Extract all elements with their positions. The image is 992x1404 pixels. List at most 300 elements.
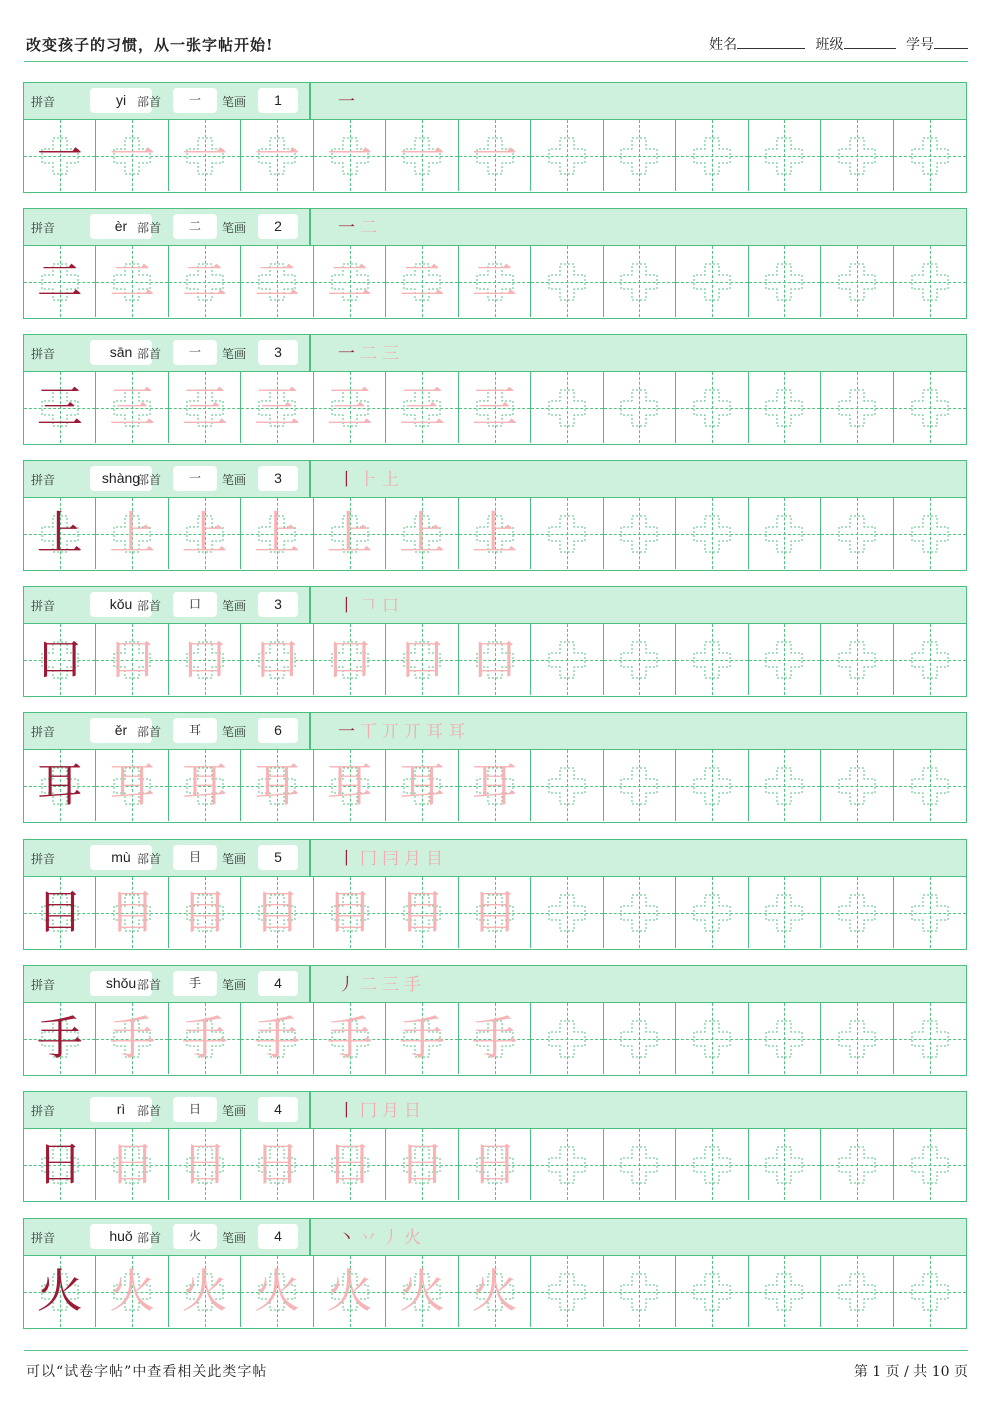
blank-cell[interactable]: [531, 1003, 603, 1074]
cross-guide-icon: [547, 1145, 587, 1185]
stroke-order: [338, 87, 360, 117]
practice-grid: [24, 1129, 966, 1200]
blank-cell[interactable]: [894, 246, 966, 317]
trace-cell: [96, 246, 168, 317]
page-slogan: 改变孩子的习惯，从一张字帖开始!: [26, 36, 274, 54]
model-cell: [24, 1129, 96, 1200]
strokes-value: 2: [258, 214, 298, 239]
char-block: [23, 586, 967, 697]
cross-guide-icon: [692, 640, 732, 680]
blank-cell[interactable]: [531, 498, 603, 569]
trace-cell: [459, 498, 531, 569]
radical-label: 部首: [137, 95, 162, 109]
trace-cell: [241, 1129, 313, 1200]
stroke-step: 丿: [338, 975, 355, 995]
trace-char: 日: [471, 1137, 518, 1191]
blank-cell[interactable]: [531, 1129, 603, 1200]
cross-guide-icon: [910, 1019, 950, 1059]
blank-cell[interactable]: [821, 120, 893, 191]
trace-char: 一: [109, 128, 156, 182]
pinyin-value: èr: [90, 214, 152, 239]
trace-char: 火: [399, 1264, 446, 1318]
info-divider: [309, 587, 311, 624]
blank-cell[interactable]: [821, 1129, 893, 1200]
number-blank[interactable]: [934, 35, 968, 49]
cross-guide-icon: [764, 1019, 804, 1059]
blank-cell[interactable]: [676, 877, 748, 948]
name-label: 姓名: [709, 37, 738, 53]
radical-label: 部首: [137, 347, 162, 361]
trace-char: 三: [399, 380, 446, 434]
cross-guide-icon: [764, 640, 804, 680]
char-info-bar: [24, 966, 966, 1003]
trace-cell: [169, 246, 241, 317]
stroke-step: 丿: [382, 1228, 399, 1248]
trace-cell: [241, 120, 313, 191]
blank-cell[interactable]: [749, 877, 821, 948]
trace-char: 三: [471, 380, 518, 434]
stroke-step: 二: [360, 218, 377, 238]
radical-value: 火: [173, 1224, 217, 1249]
pinyin-label: 拼音: [31, 978, 56, 992]
pinyin-label: 拼音: [31, 473, 56, 487]
blank-cell[interactable]: [604, 498, 676, 569]
blank-cell[interactable]: [821, 1003, 893, 1074]
blank-cell[interactable]: [676, 120, 748, 191]
model-char: 耳: [36, 758, 83, 812]
stroke-step: 一: [338, 92, 355, 112]
cross-guide-icon: [619, 766, 659, 806]
char-block: [23, 839, 967, 950]
cross-guide-icon: [837, 514, 877, 554]
blank-cell[interactable]: [894, 120, 966, 191]
blank-cell[interactable]: [749, 120, 821, 191]
char-block: [23, 1091, 967, 1202]
cross-guide-icon: [547, 893, 587, 933]
strokes-label: 笔画: [222, 978, 247, 992]
char-info-bar: [24, 713, 966, 750]
stroke-order: [338, 213, 382, 243]
name-blank[interactable]: [737, 35, 805, 49]
stroke-step: 月: [404, 849, 421, 869]
strokes-value: 3: [258, 592, 298, 617]
trace-cell: [386, 877, 458, 948]
blank-cell[interactable]: [894, 1129, 966, 1200]
cross-guide-icon: [692, 262, 732, 302]
trace-char: 耳: [326, 758, 373, 812]
cross-guide-icon: [619, 640, 659, 680]
stroke-order: [338, 1096, 426, 1126]
practice-grid: [24, 498, 966, 569]
blank-cell[interactable]: [604, 246, 676, 317]
trace-char: 二: [254, 254, 301, 308]
trace-char: 一: [181, 128, 228, 182]
trace-char: 日: [181, 1137, 228, 1191]
stroke-order: [338, 591, 404, 621]
trace-cell: [241, 372, 313, 443]
cross-guide-icon: [547, 766, 587, 806]
radical-value: 耳: [173, 718, 217, 743]
trace-cell: [169, 750, 241, 821]
trace-cell: [314, 246, 386, 317]
cross-guide-icon: [837, 136, 877, 176]
trace-cell: [169, 1129, 241, 1200]
trace-cell: [241, 624, 313, 695]
stroke-step: 耳: [448, 722, 465, 742]
strokes-value: 4: [258, 1224, 298, 1249]
trace-cell: [169, 498, 241, 569]
trace-char: 口: [254, 632, 301, 686]
trace-char: 口: [109, 632, 156, 686]
blank-cell[interactable]: [894, 877, 966, 948]
blank-cell[interactable]: [749, 246, 821, 317]
trace-char: 一: [471, 128, 518, 182]
trace-char: 目: [471, 885, 518, 939]
trace-char: 口: [399, 632, 446, 686]
stroke-step: 冃: [382, 849, 399, 869]
trace-cell: [96, 120, 168, 191]
trace-cell: [241, 498, 313, 569]
model-char: 日: [36, 1137, 83, 1191]
cross-guide-icon: [764, 262, 804, 302]
trace-char: 耳: [399, 758, 446, 812]
practice-grid: [24, 120, 966, 191]
pinyin-label: 拼音: [31, 852, 56, 866]
blank-cell[interactable]: [531, 372, 603, 443]
stroke-step: 口: [382, 596, 399, 616]
radical-value: 目: [173, 845, 217, 870]
stroke-step: 二: [360, 344, 377, 364]
trace-cell: [459, 1256, 531, 1327]
blank-cell[interactable]: [821, 877, 893, 948]
practice-grid: [24, 750, 966, 821]
radical-label: 部首: [137, 978, 162, 992]
strokes-value: 4: [258, 1097, 298, 1122]
cross-guide-icon: [764, 766, 804, 806]
model-cell: [24, 120, 96, 191]
trace-cell: [386, 498, 458, 569]
trace-cell: [241, 877, 313, 948]
pinyin-value: huǒ: [90, 1224, 152, 1249]
model-cell: [24, 750, 96, 821]
blank-cell[interactable]: [821, 750, 893, 821]
blank-cell[interactable]: [894, 624, 966, 695]
cross-guide-icon: [837, 1145, 877, 1185]
trace-char: 耳: [254, 758, 301, 812]
trace-char: 二: [109, 254, 156, 308]
cross-guide-icon: [619, 514, 659, 554]
stroke-step: 丌: [382, 722, 399, 742]
blank-cell[interactable]: [604, 624, 676, 695]
trace-char: 口: [181, 632, 228, 686]
cross-guide-icon: [837, 388, 877, 428]
strokes-value: 4: [258, 971, 298, 996]
strokes-label: 笔画: [222, 221, 247, 235]
cross-guide-icon: [837, 1019, 877, 1059]
radical-label: 部首: [137, 725, 162, 739]
trace-char: 二: [181, 254, 228, 308]
radical-value: 一: [173, 88, 217, 113]
blank-cell[interactable]: [894, 498, 966, 569]
pinyin-label: 拼音: [31, 725, 56, 739]
blank-cell[interactable]: [604, 372, 676, 443]
blank-cell[interactable]: [749, 624, 821, 695]
trace-cell: [314, 624, 386, 695]
trace-char: 上: [399, 506, 446, 560]
page-header: [24, 30, 968, 62]
trace-char: 手: [471, 1011, 518, 1065]
trace-cell: [169, 120, 241, 191]
pinyin-value: sān: [90, 340, 152, 365]
cross-guide-icon: [547, 262, 587, 302]
trace-char: 三: [326, 380, 373, 434]
trace-cell: [314, 750, 386, 821]
model-char: 目: [36, 885, 83, 939]
blank-cell[interactable]: [749, 372, 821, 443]
cross-guide-icon: [692, 1145, 732, 1185]
cross-guide-icon: [547, 640, 587, 680]
pinyin-label: 拼音: [31, 347, 56, 361]
blank-cell[interactable]: [676, 1003, 748, 1074]
blank-cell[interactable]: [604, 750, 676, 821]
blank-cell[interactable]: [531, 1256, 603, 1327]
info-divider: [309, 83, 311, 120]
cross-guide-icon: [910, 388, 950, 428]
char-block: [23, 460, 967, 571]
cross-guide-icon: [619, 1145, 659, 1185]
trace-char: 上: [181, 506, 228, 560]
cross-guide-icon: [547, 514, 587, 554]
stroke-order: [338, 717, 470, 747]
blank-cell[interactable]: [894, 1256, 966, 1327]
char-info-bar: [24, 209, 966, 246]
blank-cell[interactable]: [894, 372, 966, 443]
stroke-step: 冂: [360, 1101, 377, 1121]
stroke-step: 丨: [338, 1101, 355, 1121]
trace-cell: [459, 877, 531, 948]
cross-guide-icon: [837, 262, 877, 302]
info-divider: [309, 966, 311, 1003]
trace-char: 日: [254, 1137, 301, 1191]
cross-guide-icon: [692, 514, 732, 554]
stroke-step: 火: [404, 1228, 421, 1248]
blank-cell[interactable]: [749, 1003, 821, 1074]
trace-char: 目: [399, 885, 446, 939]
blank-cell[interactable]: [821, 246, 893, 317]
cross-guide-icon: [837, 893, 877, 933]
char-info-bar: [24, 587, 966, 624]
char-info-bar: [24, 1092, 966, 1129]
blank-cell[interactable]: [604, 1003, 676, 1074]
char-block: [23, 712, 967, 823]
radical-label: 部首: [137, 1104, 162, 1118]
model-cell: [24, 624, 96, 695]
blank-cell[interactable]: [676, 1129, 748, 1200]
stroke-step: ⺊: [360, 470, 377, 490]
practice-grid: [24, 1003, 966, 1074]
stroke-order: [338, 970, 426, 1000]
stroke-order: [338, 844, 448, 874]
trace-char: 目: [109, 885, 156, 939]
trace-char: 耳: [181, 758, 228, 812]
trace-char: 三: [254, 380, 301, 434]
trace-char: 火: [181, 1264, 228, 1318]
char-block: [23, 1218, 967, 1329]
stroke-step: 一: [338, 218, 355, 238]
stroke-step: 目: [426, 849, 443, 869]
blank-cell[interactable]: [821, 624, 893, 695]
trace-cell: [386, 1003, 458, 1074]
info-divider: [309, 335, 311, 372]
char-block: [23, 82, 967, 193]
cross-guide-icon: [764, 1272, 804, 1312]
blank-cell[interactable]: [676, 624, 748, 695]
info-divider: [309, 1219, 311, 1256]
trace-char: 手: [109, 1011, 156, 1065]
cross-guide-icon: [619, 893, 659, 933]
blank-cell[interactable]: [894, 1003, 966, 1074]
trace-cell: [169, 1256, 241, 1327]
radical-value: 一: [173, 340, 217, 365]
blank-cell[interactable]: [531, 120, 603, 191]
cross-guide-icon: [619, 1019, 659, 1059]
trace-cell: [96, 624, 168, 695]
trace-char: 手: [254, 1011, 301, 1065]
trace-cell: [96, 372, 168, 443]
cross-guide-icon: [764, 893, 804, 933]
blank-cell[interactable]: [604, 120, 676, 191]
trace-char: 耳: [471, 758, 518, 812]
blank-cell[interactable]: [604, 877, 676, 948]
stroke-step: 丨: [338, 849, 355, 869]
trace-cell: [96, 1003, 168, 1074]
radical-value: 口: [173, 592, 217, 617]
trace-char: 上: [471, 506, 518, 560]
cross-guide-icon: [837, 1272, 877, 1312]
blank-cell[interactable]: [749, 750, 821, 821]
blank-cell[interactable]: [531, 246, 603, 317]
trace-cell: [241, 750, 313, 821]
model-cell: [24, 372, 96, 443]
stroke-step: 丅: [360, 722, 377, 742]
pinyin-label: 拼音: [31, 221, 56, 235]
cross-guide-icon: [547, 388, 587, 428]
stroke-step: 耳: [426, 722, 443, 742]
cross-guide-icon: [837, 640, 877, 680]
radical-label: 部首: [137, 221, 162, 235]
stroke-step: 手: [404, 975, 421, 995]
stroke-step: 𠃍: [360, 596, 377, 616]
cross-guide-icon: [692, 388, 732, 428]
model-cell: [24, 498, 96, 569]
cross-guide-icon: [764, 388, 804, 428]
stroke-step: 三: [382, 344, 399, 364]
blank-cell[interactable]: [894, 750, 966, 821]
practice-grid: [24, 877, 966, 948]
model-char: 火: [36, 1264, 83, 1318]
radical-label: 部首: [137, 1231, 162, 1245]
stroke-step: 一: [338, 344, 355, 364]
radical-value: 日: [173, 1097, 217, 1122]
cross-guide-icon: [910, 766, 950, 806]
trace-cell: [169, 877, 241, 948]
trace-cell: [386, 750, 458, 821]
blank-cell[interactable]: [821, 498, 893, 569]
blank-cell[interactable]: [749, 498, 821, 569]
practice-grid: [24, 624, 966, 695]
model-char: 二: [36, 254, 83, 308]
blank-cell[interactable]: [749, 1256, 821, 1327]
char-info-bar: [24, 335, 966, 372]
blank-cell[interactable]: [821, 372, 893, 443]
pinyin-label: 拼音: [31, 95, 56, 109]
cross-guide-icon: [764, 1145, 804, 1185]
radical-value: 一: [173, 466, 217, 491]
trace-cell: [386, 246, 458, 317]
blank-cell[interactable]: [531, 877, 603, 948]
cross-guide-icon: [764, 514, 804, 554]
blank-cell[interactable]: [676, 1256, 748, 1327]
cross-guide-icon: [547, 1272, 587, 1312]
blank-cell[interactable]: [821, 1256, 893, 1327]
info-divider: [309, 713, 311, 750]
stroke-step: 丌: [404, 722, 421, 742]
strokes-label: 笔画: [222, 473, 247, 487]
cross-guide-icon: [910, 640, 950, 680]
cross-guide-icon: [692, 1272, 732, 1312]
blank-cell[interactable]: [531, 750, 603, 821]
blank-cell[interactable]: [676, 246, 748, 317]
trace-cell: [314, 372, 386, 443]
cross-guide-icon: [619, 136, 659, 176]
trace-cell: [314, 498, 386, 569]
info-divider: [309, 1092, 311, 1129]
trace-char: 手: [181, 1011, 228, 1065]
info-divider: [309, 461, 311, 498]
trace-char: 日: [109, 1137, 156, 1191]
model-cell: [24, 877, 96, 948]
blank-cell[interactable]: [604, 1256, 676, 1327]
blank-cell[interactable]: [676, 750, 748, 821]
cross-guide-icon: [837, 766, 877, 806]
pinyin-value: ěr: [90, 718, 152, 743]
char-info-bar: [24, 83, 966, 120]
trace-char: 二: [399, 254, 446, 308]
trace-cell: [241, 1256, 313, 1327]
trace-char: 日: [326, 1137, 373, 1191]
trace-cell: [169, 624, 241, 695]
trace-cell: [241, 1003, 313, 1074]
blank-cell[interactable]: [676, 372, 748, 443]
trace-cell: [459, 372, 531, 443]
char-info-bar: [24, 461, 966, 498]
cross-guide-icon: [910, 262, 950, 302]
trace-cell: [459, 624, 531, 695]
blank-cell[interactable]: [604, 1129, 676, 1200]
info-divider: [309, 209, 311, 246]
blank-cell[interactable]: [676, 498, 748, 569]
stroke-step: 二: [360, 975, 377, 995]
model-char: 口: [36, 632, 83, 686]
blank-cell[interactable]: [749, 1129, 821, 1200]
stroke-order: [338, 339, 404, 369]
strokes-value: 3: [258, 340, 298, 365]
stroke-step: 月: [382, 1101, 399, 1121]
trace-char: 火: [326, 1264, 373, 1318]
class-blank[interactable]: [844, 35, 896, 49]
blank-cell[interactable]: [531, 624, 603, 695]
trace-cell: [386, 1256, 458, 1327]
